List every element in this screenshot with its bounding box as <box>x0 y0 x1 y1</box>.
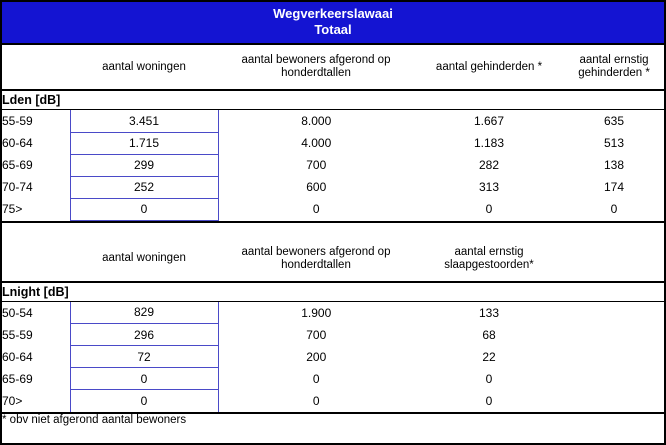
lden-section-row <box>2 90 664 110</box>
lden-header-row <box>2 45 664 90</box>
lden-row-ernstig: 513 <box>603 136 625 150</box>
lnight-row-blank <box>564 346 664 368</box>
table-row <box>2 301 664 324</box>
lnight-table <box>2 237 664 426</box>
table-row <box>2 110 664 133</box>
lnight-row-woningen[interactable]: 72 <box>70 346 218 368</box>
lnight-row-woningen[interactable]: 0 <box>70 390 218 413</box>
lnight-row-woningen[interactable]: 0 <box>70 368 218 390</box>
lden-section-label: Lden [dB] <box>2 90 664 110</box>
lden-header-blank <box>2 45 70 90</box>
lnight-row-blank <box>564 301 664 324</box>
lden-table <box>2 45 664 237</box>
table-row <box>2 154 664 176</box>
lden-row-ernstig: 635 <box>603 114 625 128</box>
lnight-row-blank <box>564 390 664 413</box>
table-row <box>2 324 664 346</box>
lnight-row-bewoners: 700 <box>306 327 327 342</box>
lnight-header-blank-2 <box>564 237 664 282</box>
lnight-row-slaapgestoorden: 0 <box>485 371 493 386</box>
lnight-section-label: Lnight [dB] <box>2 282 664 302</box>
lnight-row-bewoners: 0 <box>312 393 320 408</box>
lnight-header-blank <box>2 237 70 282</box>
footnote: * obv niet afgerond aantal bewoners <box>2 413 664 426</box>
lnight-row-slaapgestoorden: 0 <box>485 393 493 408</box>
lnight-row-category: 60-64 <box>2 349 33 364</box>
title-line-2: Totaal <box>314 22 352 37</box>
lnight-row-woningen[interactable]: 829 <box>70 301 218 324</box>
table-row <box>2 390 664 413</box>
lnight-section-row <box>2 282 664 302</box>
lden-row-category: 75> <box>2 202 23 216</box>
lden-row-category: 55-59 <box>2 114 33 128</box>
lnight-row-bewoners: 0 <box>312 371 320 386</box>
lden-row-ernstig: 174 <box>603 180 625 194</box>
lden-row-woningen[interactable]: 299 <box>70 154 218 176</box>
lden-row-woningen[interactable]: 0 <box>70 198 218 220</box>
lden-row-ernstig: 138 <box>603 158 625 172</box>
table-spacer <box>2 222 664 237</box>
lnight-row-woningen[interactable]: 296 <box>70 324 218 346</box>
lnight-row-blank <box>564 324 664 346</box>
lden-row-bewoners: 600 <box>306 180 327 194</box>
title-banner <box>2 2 664 45</box>
lnight-header-bewoners: aantal bewoners afgerond op honderdtallen <box>218 237 414 282</box>
lden-row-bewoners: 4.000 <box>301 136 332 150</box>
title-line-1: Wegverkeerslawaai <box>273 6 393 21</box>
lden-row-ernstig: 0 <box>610 202 618 216</box>
lden-row-gehinderden: 282 <box>478 158 500 172</box>
lden-row-gehinderden: 313 <box>478 180 500 194</box>
lnight-header-slaapgestoorden: aantal ernstig slaapgestoorden* <box>414 237 564 282</box>
lden-row-woningen[interactable]: 1.715 <box>70 132 218 154</box>
lden-row-category: 60-64 <box>2 136 33 150</box>
lden-row-woningen[interactable]: 3.451 <box>70 110 218 133</box>
lden-row-bewoners: 0 <box>312 202 320 216</box>
lnight-row-category: 70> <box>2 393 23 408</box>
lnight-row-slaapgestoorden: 68 <box>482 327 496 342</box>
table-row <box>2 346 664 368</box>
lden-row-bewoners: 700 <box>306 158 327 172</box>
lnight-row-category: 65-69 <box>2 371 33 386</box>
lnight-row-blank <box>564 368 664 390</box>
lnight-row-bewoners: 200 <box>306 349 327 364</box>
lnight-row-slaapgestoorden: 133 <box>478 305 500 320</box>
lden-row-woningen[interactable]: 252 <box>70 176 218 198</box>
lden-header-bewoners: aantal bewoners afgerond op honderdtallen <box>218 45 414 90</box>
lden-header-gehinderden: aantal gehinderden * <box>414 45 564 90</box>
lnight-header-row <box>2 237 664 282</box>
footnote-row <box>2 413 664 426</box>
lden-row-gehinderden: 0 <box>485 202 493 216</box>
lden-row-gehinderden: 1.667 <box>473 114 505 128</box>
lden-row-bewoners: 8.000 <box>301 114 332 128</box>
lnight-row-slaapgestoorden: 22 <box>482 349 496 364</box>
lden-row-category: 70-74 <box>2 180 33 194</box>
lnight-row-bewoners: 1.900 <box>301 305 332 320</box>
lden-row-category: 65-69 <box>2 158 33 172</box>
lnight-header-woningen: aantal woningen <box>70 237 218 282</box>
lnight-row-category: 50-54 <box>2 305 33 320</box>
table-row <box>2 368 664 390</box>
lden-row-gehinderden: 1.183 <box>473 136 505 150</box>
table-row <box>2 132 664 154</box>
lden-header-woningen: aantal woningen <box>70 45 218 90</box>
lnight-row-category: 55-59 <box>2 327 33 342</box>
table-row <box>2 198 664 220</box>
table-row <box>2 176 664 198</box>
lden-header-ernstig-gehinderden: aantal ernstig gehinderden * <box>564 45 664 90</box>
